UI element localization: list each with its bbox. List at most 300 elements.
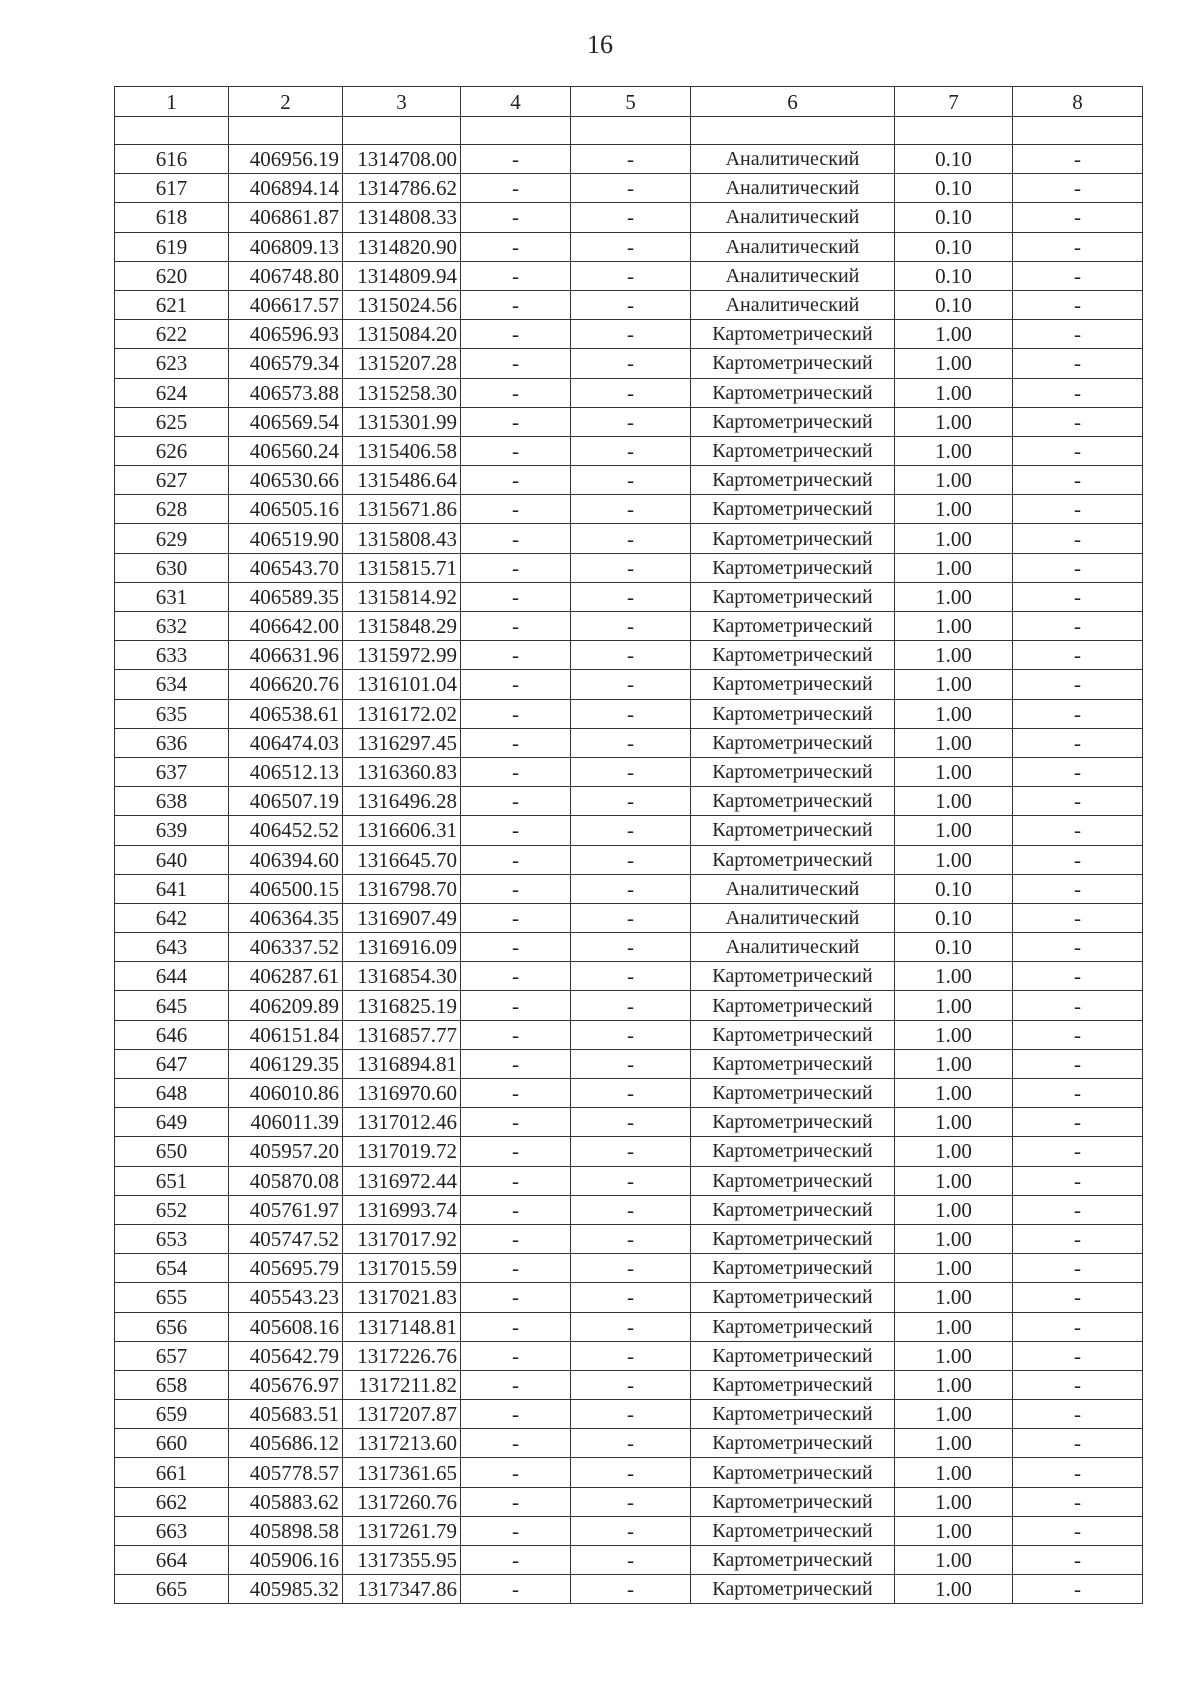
table-cell: - — [571, 1341, 691, 1370]
table-cell: 406861.87 — [229, 203, 343, 232]
table-cell: Картометрический — [691, 757, 895, 786]
table-cell: - — [571, 1575, 691, 1604]
table-cell: 405957.20 — [229, 1137, 343, 1166]
table-cell: 1.00 — [895, 1458, 1013, 1487]
table-cell: 624 — [115, 378, 229, 407]
empty-row — [115, 117, 1143, 145]
table-cell: 647 — [115, 1049, 229, 1078]
table-cell: Картометрический — [691, 816, 895, 845]
table-cell: 644 — [115, 962, 229, 991]
table-cell: - — [571, 203, 691, 232]
table-cell: - — [461, 612, 571, 641]
table-cell: 631 — [115, 582, 229, 611]
table-cell: 1.00 — [895, 1283, 1013, 1312]
table-cell: 627 — [115, 466, 229, 495]
table-cell: - — [571, 1487, 691, 1516]
table-cell: 1.00 — [895, 612, 1013, 641]
table-cell: - — [461, 845, 571, 874]
table-cell: 1.00 — [895, 1516, 1013, 1545]
table-cell: - — [1013, 1283, 1143, 1312]
table-cell: 406474.03 — [229, 728, 343, 757]
table-cell: - — [461, 1137, 571, 1166]
table-cell: - — [461, 1020, 571, 1049]
table-cell: 660 — [115, 1429, 229, 1458]
table-cell: - — [461, 1341, 571, 1370]
table-cell: 1315808.43 — [343, 524, 461, 553]
table-cell: Картометрический — [691, 1341, 895, 1370]
table-cell: - — [461, 1458, 571, 1487]
table-cell: - — [1013, 466, 1143, 495]
table-cell: Картометрический — [691, 991, 895, 1020]
table-cell: 1.00 — [895, 553, 1013, 582]
table-cell: - — [571, 320, 691, 349]
table-cell: 406569.54 — [229, 407, 343, 436]
column-header-2: 2 — [229, 87, 343, 117]
table-cell: - — [571, 728, 691, 757]
table-cell: - — [1013, 903, 1143, 932]
table-cell: Картометрический — [691, 407, 895, 436]
table-cell: Картометрический — [691, 1546, 895, 1575]
table-cell: - — [1013, 553, 1143, 582]
table-cell: 1.00 — [895, 1137, 1013, 1166]
table-cell: - — [461, 699, 571, 728]
table-cell: - — [1013, 962, 1143, 991]
table-cell: - — [571, 378, 691, 407]
table-cell: Картометрический — [691, 466, 895, 495]
table-row — [115, 1400, 1143, 1429]
table-cell: - — [571, 1400, 691, 1429]
table-cell: - — [1013, 1108, 1143, 1137]
table-cell: 1315848.29 — [343, 612, 461, 641]
table-cell: - — [571, 1312, 691, 1341]
table-cell: - — [571, 349, 691, 378]
table-cell: Картометрический — [691, 1370, 895, 1399]
table-cell: - — [1013, 378, 1143, 407]
table-cell: 405898.58 — [229, 1516, 343, 1545]
table-cell: 1317021.83 — [343, 1283, 461, 1312]
table-cell: 406512.13 — [229, 757, 343, 786]
table-cell: 649 — [115, 1108, 229, 1137]
table-cell: Картометрический — [691, 495, 895, 524]
table-cell: 1315258.30 — [343, 378, 461, 407]
table-cell: 1315486.64 — [343, 466, 461, 495]
table-cell: 1315301.99 — [343, 407, 461, 436]
table-cell: 1316645.70 — [343, 845, 461, 874]
table-cell: - — [461, 1429, 571, 1458]
table-cell: - — [1013, 612, 1143, 641]
table-cell: 1315814.92 — [343, 582, 461, 611]
table-cell: - — [571, 670, 691, 699]
table-row — [115, 203, 1143, 232]
table-cell: 1317015.59 — [343, 1254, 461, 1283]
table-cell: 0.10 — [895, 903, 1013, 932]
table-cell: - — [461, 641, 571, 670]
table-cell: 659 — [115, 1400, 229, 1429]
table-cell: - — [571, 1516, 691, 1545]
table-row — [115, 1312, 1143, 1341]
table-cell: 406364.35 — [229, 903, 343, 932]
table-row — [115, 874, 1143, 903]
table-cell: 641 — [115, 874, 229, 903]
column-header-3: 3 — [343, 87, 461, 117]
table-cell: 0.10 — [895, 261, 1013, 290]
table-cell: Картометрический — [691, 1575, 895, 1604]
table-cell: 406507.19 — [229, 787, 343, 816]
table-cell: 1.00 — [895, 1546, 1013, 1575]
table-row — [115, 407, 1143, 436]
table-row — [115, 1429, 1143, 1458]
table-cell: 648 — [115, 1079, 229, 1108]
table-cell: 0.10 — [895, 203, 1013, 232]
table-cell: - — [461, 1400, 571, 1429]
table-cell: 406209.89 — [229, 991, 343, 1020]
table-cell: 406530.66 — [229, 466, 343, 495]
table-cell: - — [1013, 203, 1143, 232]
table-cell: 638 — [115, 787, 229, 816]
table-cell: 653 — [115, 1224, 229, 1253]
table-cell: 1.00 — [895, 1049, 1013, 1078]
table-cell: 1316496.28 — [343, 787, 461, 816]
table-cell: 1317261.79 — [343, 1516, 461, 1545]
table-cell: 1316907.49 — [343, 903, 461, 932]
table-cell: Картометрический — [691, 1487, 895, 1516]
table-cell: - — [1013, 1400, 1143, 1429]
table-cell: - — [1013, 1487, 1143, 1516]
table-cell: 645 — [115, 991, 229, 1020]
table-cell: 1316970.60 — [343, 1079, 461, 1108]
table-body — [115, 117, 1143, 1604]
table-cell: 405642.79 — [229, 1341, 343, 1370]
table-cell: 630 — [115, 553, 229, 582]
table-cell: - — [571, 1546, 691, 1575]
table-row — [115, 728, 1143, 757]
table-cell: - — [571, 1370, 691, 1399]
table-cell: 633 — [115, 641, 229, 670]
table-cell: 625 — [115, 407, 229, 436]
table-cell: - — [571, 991, 691, 1020]
table-cell: - — [1013, 1254, 1143, 1283]
table-cell: - — [1013, 1575, 1143, 1604]
table-cell: - — [571, 290, 691, 319]
table-cell: 1.00 — [895, 436, 1013, 465]
table-row — [115, 1020, 1143, 1049]
table-cell: 1314809.94 — [343, 261, 461, 290]
table-cell: 1.00 — [895, 407, 1013, 436]
table-cell: - — [461, 320, 571, 349]
table-cell: 1316360.83 — [343, 757, 461, 786]
table-cell: 1316854.30 — [343, 962, 461, 991]
table-cell: - — [461, 145, 571, 174]
table-row — [115, 378, 1143, 407]
table-cell: 1315207.28 — [343, 349, 461, 378]
table-row — [115, 641, 1143, 670]
table-cell: - — [461, 1575, 571, 1604]
table-cell: - — [571, 903, 691, 932]
table-cell: Картометрический — [691, 1516, 895, 1545]
table-cell: 655 — [115, 1283, 229, 1312]
table-cell: 1.00 — [895, 378, 1013, 407]
table-cell: 1.00 — [895, 845, 1013, 874]
page-number: 16 — [587, 30, 613, 59]
table-cell: 1.00 — [895, 1400, 1013, 1429]
table-cell: 658 — [115, 1370, 229, 1399]
table-cell: - — [1013, 1341, 1143, 1370]
table-cell: 405686.12 — [229, 1429, 343, 1458]
table-cell: 1316993.74 — [343, 1195, 461, 1224]
table-cell: 1316606.31 — [343, 816, 461, 845]
table-cell: 1316894.81 — [343, 1049, 461, 1078]
table-cell: Аналитический — [691, 174, 895, 203]
table-cell: - — [461, 933, 571, 962]
table-cell: - — [571, 874, 691, 903]
table-cell: - — [461, 1166, 571, 1195]
table-row — [115, 290, 1143, 319]
table-cell: Картометрический — [691, 553, 895, 582]
table-row — [115, 933, 1143, 962]
table-cell: 620 — [115, 261, 229, 290]
table-cell: 616 — [115, 145, 229, 174]
table-cell: 1315972.99 — [343, 641, 461, 670]
table-cell: 1316916.09 — [343, 933, 461, 962]
table-cell: 636 — [115, 728, 229, 757]
table-cell: - — [461, 1487, 571, 1516]
table-cell: 663 — [115, 1516, 229, 1545]
table-row — [115, 991, 1143, 1020]
table-cell: 405608.16 — [229, 1312, 343, 1341]
table-cell: - — [1013, 699, 1143, 728]
table-cell: - — [461, 407, 571, 436]
table-cell: - — [461, 1195, 571, 1224]
table-cell: - — [1013, 320, 1143, 349]
table-cell: 406010.86 — [229, 1079, 343, 1108]
table-cell: 1315024.56 — [343, 290, 461, 319]
table-cell: - — [1013, 991, 1143, 1020]
table-cell: - — [571, 524, 691, 553]
table-cell: Аналитический — [691, 290, 895, 319]
table-row — [115, 1341, 1143, 1370]
table-cell: 1.00 — [895, 1341, 1013, 1370]
table-cell: 406505.16 — [229, 495, 343, 524]
table-cell: - — [571, 466, 691, 495]
table-cell: - — [571, 145, 691, 174]
table-cell: - — [461, 261, 571, 290]
table-cell: Картометрический — [691, 320, 895, 349]
table-cell: - — [571, 436, 691, 465]
table-cell: Картометрический — [691, 1254, 895, 1283]
table-cell: 1.00 — [895, 1370, 1013, 1399]
table-cell: Аналитический — [691, 874, 895, 903]
table-cell: 1.00 — [895, 1487, 1013, 1516]
table-row — [115, 1516, 1143, 1545]
table-cell: 1314708.00 — [343, 145, 461, 174]
table-cell: - — [1013, 290, 1143, 319]
table-cell: - — [571, 582, 691, 611]
table-cell: 406620.76 — [229, 670, 343, 699]
table-cell: Аналитический — [691, 903, 895, 932]
table-cell: 1316172.02 — [343, 699, 461, 728]
table-cell: 1316972.44 — [343, 1166, 461, 1195]
table-row — [115, 612, 1143, 641]
table-cell: Картометрический — [691, 582, 895, 611]
table-cell: 1.00 — [895, 320, 1013, 349]
table-row — [115, 1166, 1143, 1195]
table-row — [115, 757, 1143, 786]
table-header — [115, 87, 1143, 117]
table-cell: 0.10 — [895, 232, 1013, 261]
table-cell: - — [571, 962, 691, 991]
table-cell: - — [461, 1254, 571, 1283]
table-cell: 1315406.58 — [343, 436, 461, 465]
table-row — [115, 320, 1143, 349]
table-cell: 405683.51 — [229, 1400, 343, 1429]
table-cell: - — [571, 933, 691, 962]
table-row — [115, 1458, 1143, 1487]
table-cell: - — [571, 1020, 691, 1049]
table-row — [115, 145, 1143, 174]
table-cell: Картометрический — [691, 1079, 895, 1108]
table-cell: 1.00 — [895, 1224, 1013, 1253]
table-cell: 0.10 — [895, 174, 1013, 203]
table-row — [115, 495, 1143, 524]
table-cell: - — [461, 757, 571, 786]
table-cell: - — [1013, 728, 1143, 757]
table-cell: - — [461, 903, 571, 932]
table-cell: 406394.60 — [229, 845, 343, 874]
table-cell: - — [1013, 495, 1143, 524]
table-cell: - — [461, 728, 571, 757]
table-cell: - — [571, 699, 691, 728]
table-cell: - — [461, 1283, 571, 1312]
table-cell: 1.00 — [895, 1020, 1013, 1049]
table-cell: 628 — [115, 495, 229, 524]
table-cell: Картометрический — [691, 641, 895, 670]
table-cell: - — [1013, 524, 1143, 553]
table-row — [115, 349, 1143, 378]
table-cell: - — [571, 1283, 691, 1312]
table-cell: - — [1013, 436, 1143, 465]
column-header-5: 5 — [571, 87, 691, 117]
table-cell: 406596.93 — [229, 320, 343, 349]
table-cell: 1317207.87 — [343, 1400, 461, 1429]
table-cell: 621 — [115, 290, 229, 319]
table-cell: 406956.19 — [229, 145, 343, 174]
table-cell: 406631.96 — [229, 641, 343, 670]
table-cell: Картометрический — [691, 787, 895, 816]
table-cell: - — [571, 1137, 691, 1166]
table-cell: - — [1013, 1020, 1143, 1049]
table-cell: 1.00 — [895, 699, 1013, 728]
table-cell: 1.00 — [895, 962, 1013, 991]
table-cell: 623 — [115, 349, 229, 378]
table-cell: 654 — [115, 1254, 229, 1283]
table-cell: 635 — [115, 699, 229, 728]
table-cell: 406538.61 — [229, 699, 343, 728]
table-cell: Картометрический — [691, 524, 895, 553]
table-cell: 1317148.81 — [343, 1312, 461, 1341]
table-row — [115, 524, 1143, 553]
table-cell: 1317012.46 — [343, 1108, 461, 1137]
table-cell: - — [571, 232, 691, 261]
table-cell: 1315084.20 — [343, 320, 461, 349]
table-cell: 643 — [115, 933, 229, 962]
table-cell: 662 — [115, 1487, 229, 1516]
table-cell: 650 — [115, 1137, 229, 1166]
table-cell: Картометрический — [691, 1458, 895, 1487]
table-cell: 1317260.76 — [343, 1487, 461, 1516]
table-cell: 665 — [115, 1575, 229, 1604]
table-row — [115, 553, 1143, 582]
table-cell: 1.00 — [895, 1575, 1013, 1604]
table-cell: - — [1013, 1224, 1143, 1253]
table-cell: Аналитический — [691, 933, 895, 962]
table-cell: - — [571, 1079, 691, 1108]
table-row — [115, 1575, 1143, 1604]
table-cell: 1317361.65 — [343, 1458, 461, 1487]
table-cell: - — [1013, 670, 1143, 699]
table-cell: Картометрический — [691, 612, 895, 641]
table-cell: - — [1013, 641, 1143, 670]
column-header-1: 1 — [115, 87, 229, 117]
table-cell: 0.10 — [895, 145, 1013, 174]
table-cell: - — [571, 1254, 691, 1283]
table-cell: 405870.08 — [229, 1166, 343, 1195]
table-cell: 1317019.72 — [343, 1137, 461, 1166]
table-cell: - — [1013, 232, 1143, 261]
table-cell: 617 — [115, 174, 229, 203]
table-cell: 618 — [115, 203, 229, 232]
table-cell: 406809.13 — [229, 232, 343, 261]
table-cell: 1.00 — [895, 757, 1013, 786]
table-cell: 1.00 — [895, 787, 1013, 816]
table-cell: - — [1013, 349, 1143, 378]
table-cell: - — [461, 1546, 571, 1575]
table-cell: - — [571, 757, 691, 786]
table-cell: - — [1013, 1370, 1143, 1399]
table-cell: Аналитический — [691, 232, 895, 261]
table-cell: Картометрический — [691, 1195, 895, 1224]
table-cell: - — [461, 1079, 571, 1108]
table-row — [115, 436, 1143, 465]
table-cell: - — [571, 845, 691, 874]
table-cell: - — [1013, 1429, 1143, 1458]
table-cell: 406452.52 — [229, 816, 343, 845]
table-cell: - — [1013, 407, 1143, 436]
table-cell: 1317355.95 — [343, 1546, 461, 1575]
table-row — [115, 1254, 1143, 1283]
table-cell: 1.00 — [895, 1429, 1013, 1458]
table-row — [115, 232, 1143, 261]
table-row — [115, 816, 1143, 845]
table-cell: - — [461, 816, 571, 845]
table-cell: - — [1013, 1079, 1143, 1108]
table-cell: Картометрический — [691, 1429, 895, 1458]
table-cell: 1.00 — [895, 1079, 1013, 1108]
table-cell: - — [1013, 174, 1143, 203]
table-cell: 406642.00 — [229, 612, 343, 641]
table-cell: 0.10 — [895, 874, 1013, 903]
table-cell: 405778.57 — [229, 1458, 343, 1487]
table-cell: Картометрический — [691, 1020, 895, 1049]
table-cell: Картометрический — [691, 845, 895, 874]
table-cell: - — [461, 1370, 571, 1399]
table-cell: 642 — [115, 903, 229, 932]
table-cell: - — [1013, 874, 1143, 903]
table-cell: Картометрический — [691, 1224, 895, 1253]
table-row — [115, 466, 1143, 495]
table-row — [115, 962, 1143, 991]
table-cell: - — [571, 641, 691, 670]
table-cell: 634 — [115, 670, 229, 699]
